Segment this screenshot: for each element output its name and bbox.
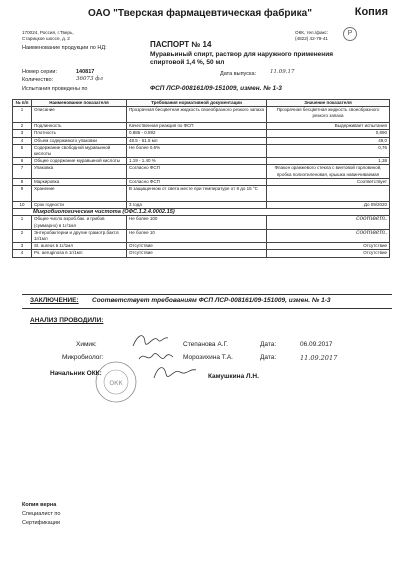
table-header-row	[13, 100, 390, 107]
row-requirement: Отсутствие	[127, 243, 267, 250]
row-number: 4	[13, 250, 32, 257]
row-number: 7	[13, 165, 32, 178]
address-line-2: Старицкое шоссе, д. 2	[22, 36, 70, 41]
row-requirement: Прозрачная бесцветная жидкость своеобразного резкого запаха	[127, 107, 267, 123]
passport-title: ПАСПОРТ № 14	[150, 40, 212, 49]
row-value: Флакон оранжевого стекла с винтовой горловиной, пробка полиэтиленовая, крышка навинчиваемая	[267, 165, 390, 178]
row-value: соответ.	[267, 216, 390, 229]
row-requirement: Не более 10	[127, 229, 267, 242]
table-row	[13, 186, 390, 202]
tested-by-label: Испытания проведены по	[22, 86, 88, 92]
table-row	[13, 158, 390, 165]
table-row	[13, 144, 390, 157]
contact-line-2: (4822) 42-79-41	[295, 36, 328, 41]
table-row	[13, 202, 390, 209]
product-name-label: Наименование продукции по НД:	[22, 45, 107, 51]
microbiologist-label: Микробиолог:	[62, 354, 104, 361]
column-header-value: Значение показателя	[267, 100, 390, 107]
release-date-value: 11.09.17	[270, 69, 295, 75]
table-row	[13, 243, 390, 250]
column-header-name: Наименование показателя	[32, 100, 127, 107]
row-name: Ps. aeruginosa в 1г/1мл	[32, 250, 127, 257]
row-name: Содержание свободной муравьиной кислоты	[32, 144, 127, 157]
conclusion-text: Соответствует требованиям ФСП ЛСР-008161/09-151009, измен. № 1-3	[92, 297, 331, 304]
table-row	[13, 229, 390, 242]
row-requirement: 1.19 - 1.40 %	[127, 158, 267, 165]
row-name: Срок годности	[32, 202, 127, 209]
row-number: 10	[13, 202, 32, 209]
row-value: 0,76	[267, 144, 390, 157]
row-value: Отсутствие	[267, 250, 390, 257]
series-value: 140817	[76, 69, 95, 75]
row-requirement: Не более 0.6%	[127, 144, 267, 157]
table-row	[13, 137, 390, 144]
row-number: 4	[13, 137, 32, 144]
conclusion-top-divider	[22, 294, 392, 295]
row-requirement: 0.885 - 0.892	[127, 130, 267, 137]
row-number: 3	[13, 243, 32, 250]
row-number: 2	[13, 123, 32, 130]
quantity-label: Количество:	[22, 77, 54, 83]
microbiologist-name: Морозихина Т.А.	[183, 354, 233, 361]
product-name-line-2: спиртовой 1,4 %, 50 мл	[150, 59, 225, 66]
row-number: 1	[13, 107, 32, 123]
chemist-date-label: Дата:	[260, 341, 277, 348]
row-requirement: 3 года	[127, 202, 267, 209]
contact-line-1: ОКК, тел./факс:	[295, 30, 329, 35]
row-requirement: Согласно ФСП	[127, 178, 267, 185]
copy-verified-label: Копия верна	[22, 502, 57, 508]
row-requirement: 48.5 - 51.5 мл	[127, 137, 267, 144]
row-name: Общее число аэроб.бак. и грибов (суммарно) в 1г/1мл	[32, 216, 127, 229]
row-number: 8	[13, 178, 32, 185]
row-name: St. aureus в 1г/1мл	[32, 243, 127, 250]
analysis-title: АНАЛИЗ ПРОВОДИЛИ:	[30, 317, 104, 324]
company-title: ОАО "Тверская фармацевтическая фабрика"	[88, 8, 312, 19]
row-name: Описание	[32, 107, 127, 123]
table-row	[13, 165, 390, 178]
row-number: 1	[13, 216, 32, 229]
okk-seal-icon	[94, 360, 138, 404]
stamp-icon: Р	[343, 27, 357, 41]
row-requirement: Согласно ФСП	[127, 165, 267, 178]
table-row	[13, 123, 390, 130]
head-okk-signature	[150, 360, 198, 384]
conclusion-label: ЗАКЛЮЧЕНИЕ:	[30, 297, 79, 304]
row-value: Соответствует	[267, 178, 390, 185]
column-header-number: № п/п	[13, 100, 32, 107]
series-label: Номер серии:	[22, 69, 57, 75]
row-value	[267, 186, 390, 202]
row-value: 49,0	[267, 137, 390, 144]
row-name: Объем содержимого упаковки	[32, 137, 127, 144]
row-value: Прозрачная бесцветная жидкость своеобразного резкого запаха	[267, 107, 390, 123]
row-requirement: Отсутствие	[127, 250, 267, 257]
head-okk-label: Начальник ОКК:	[50, 370, 102, 377]
row-value: Выдерживает испытания	[267, 123, 390, 130]
row-number: 3	[13, 130, 32, 137]
table-row	[13, 250, 390, 257]
copy-mark: Копия	[354, 6, 388, 18]
row-name: Подлинность	[32, 123, 127, 130]
microbiologist-date-label: Дата:	[260, 354, 277, 361]
specification-table	[12, 99, 390, 258]
chemist-label: Химик:	[76, 341, 97, 348]
micro-title-row	[13, 209, 390, 216]
row-name: Упаковка	[32, 165, 127, 178]
table-row	[13, 130, 390, 137]
head-okk-name: Камушкина Л.Н.	[208, 373, 259, 380]
row-number: 6	[13, 158, 32, 165]
row-value: 0,890	[267, 130, 390, 137]
row-number: 5	[13, 144, 32, 157]
microbiologist-date: 11.09.2017	[300, 354, 338, 362]
row-value: До 09/2020	[267, 202, 390, 209]
specialist-label: Специалист по	[22, 511, 61, 517]
micro-title: Микробиологическая чистота (ОФС.1.2.4.0002.15)	[13, 209, 390, 216]
row-number: 2	[13, 229, 32, 242]
tested-by-value: ФСП ЛСР-008161/09-151009, измен. № 1-3	[150, 85, 282, 92]
quantity-value: 36073 фл	[76, 76, 104, 82]
row-requirement: Качественная реакция по ФСП	[127, 123, 267, 130]
table-row	[13, 216, 390, 229]
column-header-requirements: Требования нормативной документации	[127, 100, 267, 107]
row-value: Отсутствие	[267, 243, 390, 250]
release-date-label: Дата выпуска:	[220, 71, 257, 77]
row-name: Плотность	[32, 130, 127, 137]
table-row	[13, 178, 390, 185]
row-number: 9	[13, 186, 32, 202]
row-name: Хранение	[32, 186, 127, 202]
conclusion-bottom-divider	[22, 308, 392, 309]
svg-text:ОКК: ОКК	[109, 380, 123, 387]
row-name: Общее содержание муравьиной кислоты	[32, 158, 127, 165]
address-line-1: 170024, Россия, г.Тверь,	[22, 30, 74, 35]
row-name: Маркировка	[32, 178, 127, 185]
table-row	[13, 107, 390, 123]
row-requirement: Не более 100	[127, 216, 267, 229]
row-name: Энтеробактерии и другие грамотр.бакт.в 1г/1мл	[32, 229, 127, 242]
product-name-line-1: Муравьиный спирт, раствор для наружного применения	[150, 51, 334, 58]
row-requirement: В защищенном от света месте при температуре от 8 до 15 °С	[127, 186, 267, 202]
row-value: соответ.	[267, 229, 390, 242]
chemist-date: 06.09.2017	[300, 341, 333, 348]
certification-label: Сертификации	[22, 520, 61, 526]
chemist-name: Степанова А.Г.	[183, 341, 229, 348]
row-value: 1,38	[267, 158, 390, 165]
